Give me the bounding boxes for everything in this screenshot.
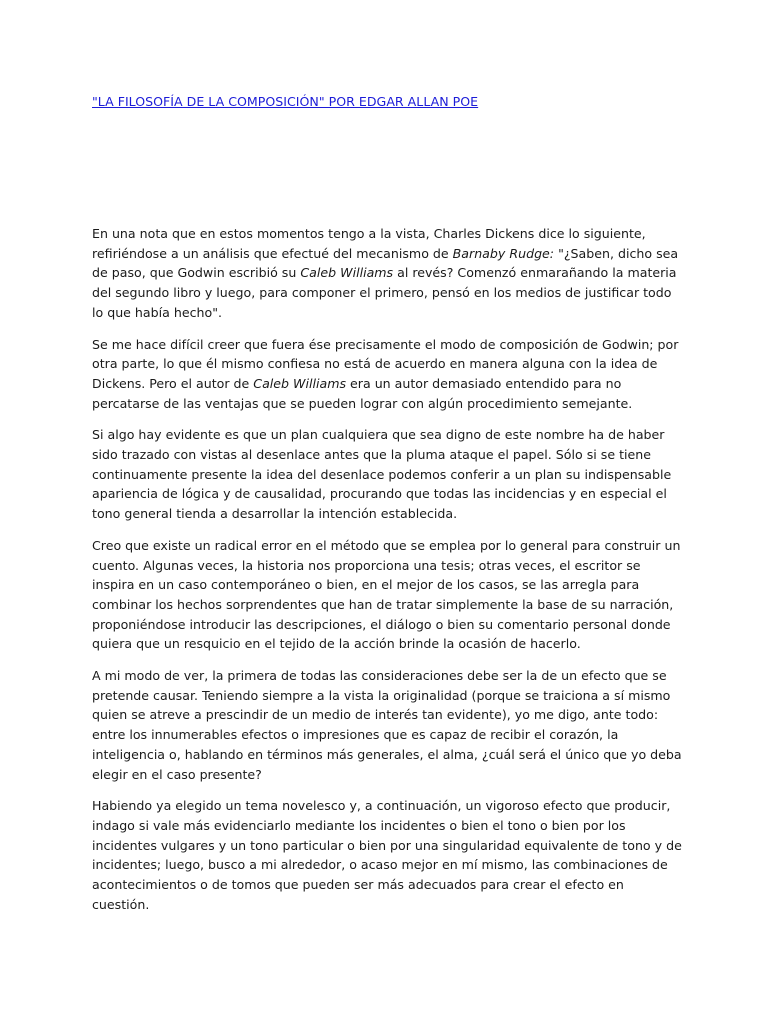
paragraph-6: Habiendo ya elegido un tema novelesco y, a continuación, un vigoroso efecto que producir, indago si vale más evidenciarlo mediante los incidentes o bien el tono o bien por los incidentes vulgares y un tono particular o bien por una singularidad equivalente de tono y de incidentes; luego, busco a mi alrededor, o acaso mejor en mí mismo, las combinaciones de acontecimientos o de tomos que pueden ser más adecuados para crear el efecto en cuestión. (92, 798, 682, 912)
paragraph-2-part-a: Se me hace difícil creer que fuera ése precisamente el modo de composición de Godwin; por otra parte, lo que él mismo confiesa no está de acuerdo en manera alguna con la idea de Dickens. Pero el autor de (92, 336, 679, 391)
paragraph-3: Si algo hay evidente es que un plan cualquiera que sea digno de este nombre ha de haber sido trazado con vistas al desenlace antes que la pluma ataque el papel. Sólo si se tiene continuamente presente la idea del desenlace podemos conferir a un plan su indispensable apariencia de lógica y de causalidad, procurando que todas las incidencias y en especial el tono general tienda a desarrollar la intención establecida. (92, 427, 672, 522)
book-title-barnaby-rudge: Barnaby Rudge: (452, 245, 555, 261)
paragraph-2 (92, 335, 682, 414)
title-link[interactable]: "LA FILOSOFÍA DE LA COMPOSICIÓN" POR EDGAR ALLAN POE (92, 94, 479, 109)
paragraph-1-part-b: "¿Saben, dicho sea de paso, que Godwin escribió su (92, 245, 679, 281)
document-body (92, 224, 682, 927)
book-title-caleb-williams: Caleb Williams (253, 375, 347, 391)
paragraph-5: A mi modo de ver, la primera de todas las consideraciones debe ser la de un efecto que se pretende causar. Teniendo siempre a la vista la originalidad (porque se traiciona a sí mismo quien se atreve a prescindir de un medio de interés tan evidente), yo me digo, ante todo: entre los innumerables efectos o impresiones que es capaz de recibir el corazón, la inteligencia o, hablando en términos más generales, el alma, ¿cuál será el único que yo deba elegir en el caso presente? (92, 668, 682, 782)
paragraph-1-part-a: En una nota que en estos momentos tengo a la vista, Charles Dickens dice lo siguiente, refiriéndose a un análisis que efectué del mecanismo de (92, 226, 646, 261)
paragraph-2-part-b: era un autor demasiado entendido para no percatarse de las ventajas que se pueden lograr con algún procedimiento semejante. (92, 375, 633, 411)
paragraph-4: Creo que existe un radical error en el método que se emplea por lo general para construir un cuento. Algunas veces, la historia nos proporciona una tesis; otras veces, el escritor se inspira en un caso contemporáneo o bien, en el mejor de los casos, se las arregla para combinar los hechos sorprendentes que han de tratar simplemente la base de su narración, proponiéndose introducir las descripciones, el diálogo o bien su comentario personal donde quiera que un resquicio en el tejido de la acción brinde la ocasión de hacerlo. (92, 537, 681, 652)
book-title-caleb-williams: Caleb Williams (300, 265, 394, 281)
paragraph-1-part-c: al revés? Comenzó enmarañando la materia del segundo libro y luego, para componer el primero, pensó en los medios de justificar todo lo que había hecho". (92, 265, 677, 320)
paragraph-1 (92, 224, 682, 323)
